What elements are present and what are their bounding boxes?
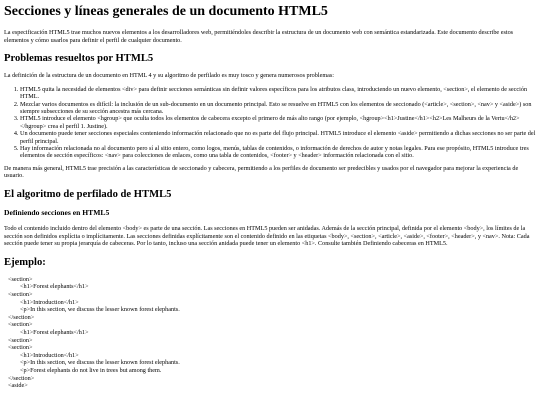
problem-item: 1. HTML5 quita la necesidad de elementos <div> para definir secciones semánticas sin definir valores específicos para los atributos class, introduciendo un nuevo elemento, <section>, el elemento de sección HTML.	[20, 86, 536, 101]
problem-item: 3. HTML5 introduce el elemento <hgroup> que oculta todos los elementos de cabecera excepto el primero de más alto rango (por ejemplo, <hgroup><h1>Justine</h1><h2>Les Malheurs de la Vertu</h2></hgroup> crea el perfil 1. Justine).	[20, 115, 536, 130]
code-line: <h1>Introduction</h1>	[20, 351, 79, 359]
code-line: </section>	[8, 313, 35, 321]
code-line: <section>	[8, 321, 33, 329]
code-line: <section>	[8, 336, 33, 344]
code-line: <h1>Introduction</h1>	[20, 298, 79, 306]
example-heading: Ejemplo:	[4, 256, 46, 268]
code-line: <aside>	[8, 382, 28, 390]
problem-item: 5. Hay información relacionada no al documento pero sí al sitio entero, como logos, menús, tablas de contenidos, o información de derechos de autor y notas legales. Para ese propósito, HTML5 introduce tres elementos de sección específicos: <nav> para colecciones de enlaces, como una tabla de contenidos, <footer> y <header> información relacionada con el sitio.	[20, 145, 536, 160]
code-example	[8, 276, 536, 390]
problems-lead: La definición de la estructura de un documento en HTML 4 y su algoritmo de perfilado es muy tosco y genera numerosos problemas:	[4, 72, 335, 80]
algorithm-heading: El algoritmo de perfilado de HTML5	[4, 189, 172, 201]
intro-paragraph: La especificación HTML5 trae muchos nuevos elementos a los desarrolladores web, permitiéndoles describir la estructura de un documento web con semántica estandarizada. Este documento describe estos elementos y cómo usarlos para definir el perfil de cualquier documento.	[4, 29, 514, 44]
code-line: <section>	[8, 275, 33, 283]
code-line: <p>In this section, we discuss the lesser known forest elephants.	[20, 306, 180, 314]
defining-sections-subheading: Definiendo secciones en HTML5	[4, 208, 110, 218]
problems-closing: De manera más general, HTML5 trae precisión a las características de seccionado y cabecera, permitiendo a los perfiles de documento ser predecibles y usados por el navegador para mejorar la experiencia de usuario.	[4, 164, 519, 180]
code-line: <p>In this section, we discuss the lesser known forest elephants.	[20, 359, 180, 367]
code-line: <section>	[8, 344, 33, 352]
code-line: <p>Forest elephants do not live in trees but among them.	[20, 366, 162, 374]
problems-heading: Problemas resueltos por HTML5	[4, 53, 154, 65]
code-line: </section>	[8, 374, 35, 382]
code-line: <h1>Forest elephants</h1>	[20, 328, 89, 336]
page-title: Secciones y líneas generales de un documento HTML5	[4, 4, 328, 19]
code-line: <section>	[8, 291, 33, 298]
problems-list	[4, 86, 536, 160]
problem-item: 4. Un documento puede tener secciones especiales conteniendo información relacionado que no es parte del flujo principal. HTML5 introduce el elemento <aside> permitiendo a dichas secciones no ser parte del perfil principal.	[20, 130, 536, 145]
problem-item: 2. Mezclar varios documentos es difícil: la inclusión de un sub-documento en un documento principal. Esto se resuelve en HTML5 con los elementos de seccionado (<article>, <section>, <nav> y <aside>) son siempre subsecciones de su sección ancestra más cercana.	[20, 101, 536, 116]
code-line: <h1>Forest elephants</h1>	[20, 283, 89, 291]
algorithm-body: Todo el contenido incluido dentro del elemento <body> es parte de una sección. Las secciones en HTML5 pueden ser anidadas. Además de la sección principal, definida por el elemento <body>, los límites de la sección son definidos explícita o implícitamente. Las secciones definidas explícitamente son el contenido definido en las etiquetas <body>, <section>, <article>, <aside>, <footer>, <header>, y <nav>. Nota: Cada sección puede tener su propia jerarquía de cabeceras. Por lo tanto, incluso una sección anidada puede tener un elemento <h1>. Consulte también Definiendo cabeceras en HTML5.	[4, 225, 530, 248]
